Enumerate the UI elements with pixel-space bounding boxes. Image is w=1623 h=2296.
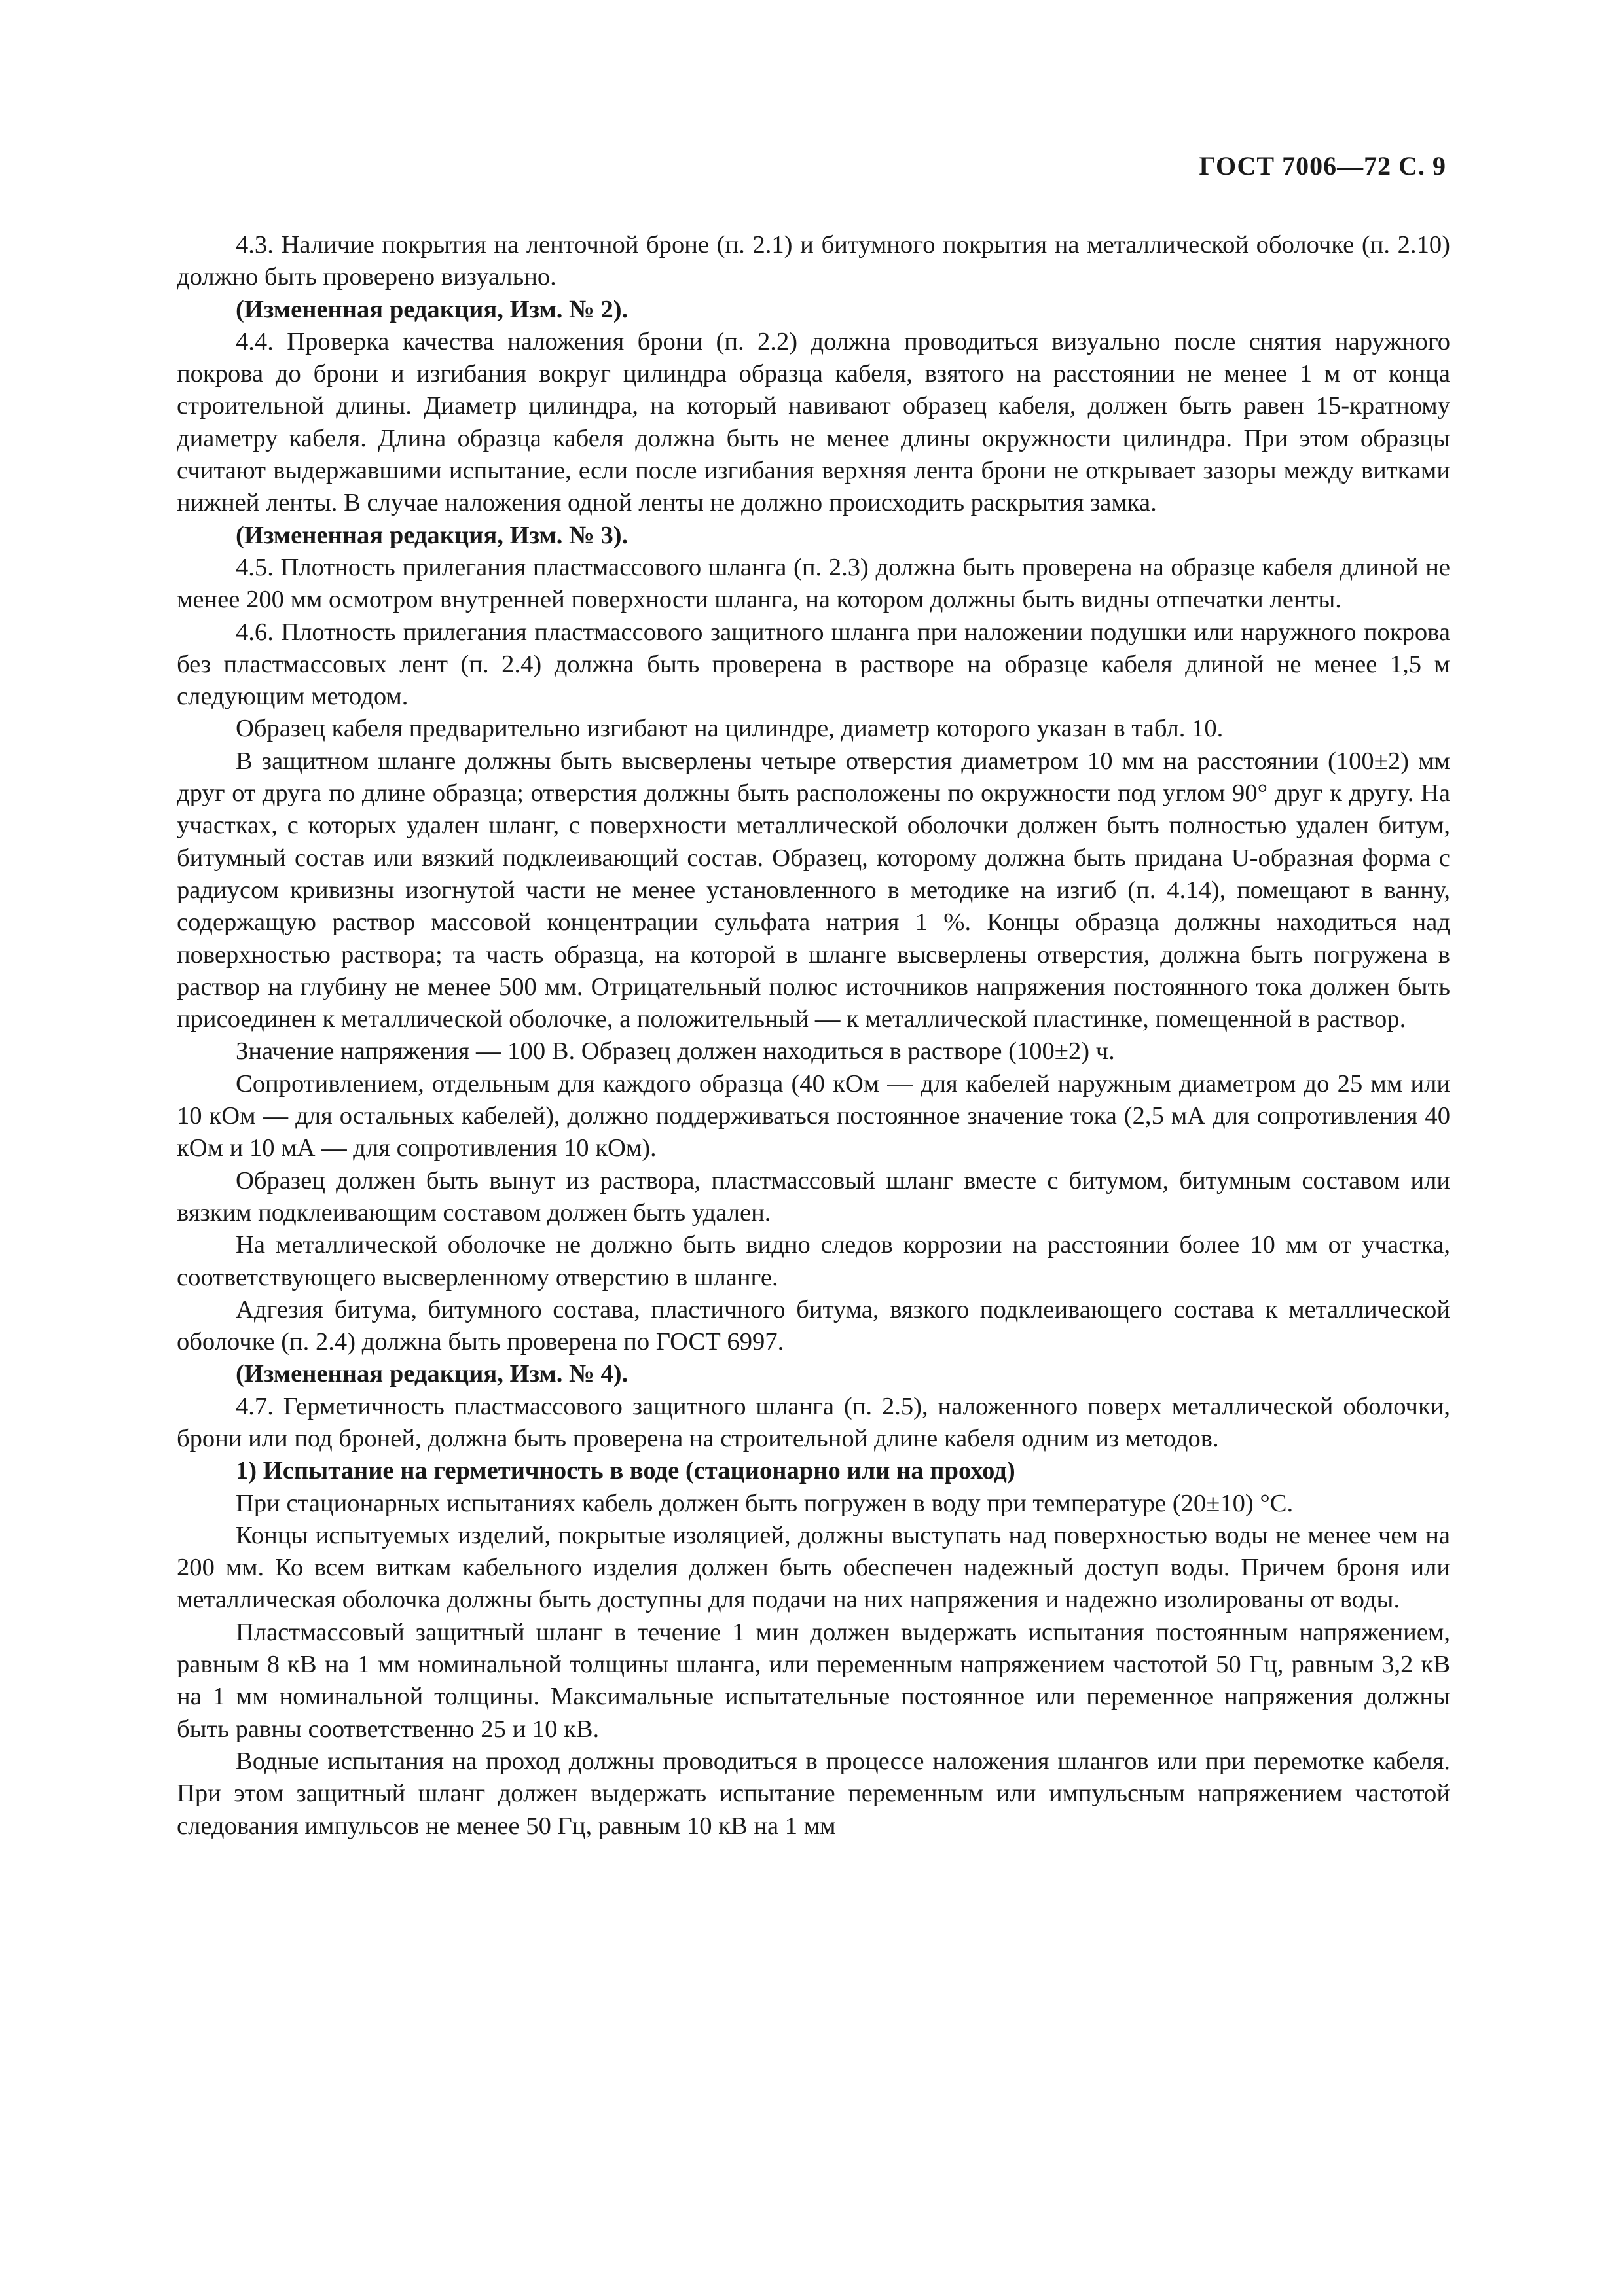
section-note: (Измененная редакция, Изм. № 2). <box>236 295 629 323</box>
paragraph: 4.5. Плотность прилегания пластмассового шланга (п. 2.3) должна быть проверена на образце кабеля длиной не менее 200 мм осмотром внутренней поверхности шланга, на котором должны быть видны отпечатки ленты. <box>177 553 1450 614</box>
section-note: (Измененная редакция, Изм. № 3). <box>236 521 629 549</box>
paragraph: Адгезия битума, битумного состава, пластичного битума, вязкого подклеивающего состава к металлической оболочке (п. 2.4) должна быть проверена по ГОСТ 6997. <box>177 1295 1450 1356</box>
paragraph: Водные испытания на проход должны проводиться в процессе наложения шлангов или при перемотке кабеля. При этом защитный шланг должен выдержать испытание переменным или импульсным напряжением частотой следования импульсов не менее 50 Гц, равным 10 кВ на 1 мм <box>177 1747 1450 1840</box>
paragraph: 4.7. Герметичность пластмассового защитного шланга (п. 2.5), наложенного поверх металлической оболочки, брони или под броней, должна быть проверена на строительной длине кабеля одним из методов. <box>177 1392 1450 1452</box>
section-note: (Измененная редакция, Изм. № 4). <box>236 1360 629 1388</box>
paragraph: Образец должен быть вынут из раствора, пластмассовый шланг вместе с битумом, битумным составом или вязким подклеивающим составом должен быть удален. <box>177 1166 1450 1227</box>
paragraph: 4.4. Проверка качества наложения брони (п. 2.2) должна проводиться визуально после снятия наружного покрова до брони и изгибания вокруг цилиндра образца кабеля, взятого на расстоянии не менее 1 м от конца строительной длины. Диаметр цилиндра, на который навивают образец кабеля, должен быть равен 15-кратному диаметру кабеля. Длина образца кабеля должна быть не менее длины окружности цилиндра. При этом образцы считают выдержавшими испытание, если после изгибания верхняя лента брони не открывает зазоры между витками нижней ленты. В случае наложения одной ленты не должно происходить раскрытия замка. <box>177 327 1450 517</box>
paragraph: Концы испытуемых изделий, покрытые изоляцией, должны выступать над поверхностью воды не менее чем на 200 мм. Ко всем виткам кабельного изделия должен быть обеспечен надежный доступ воды. Причем броня или металлическая оболочка должны быть доступны для подачи на них напряжения и надежно изолированы от воды. <box>177 1521 1450 1614</box>
document-body <box>177 229 1450 1842</box>
page-header: ГОСТ 7006—72 С. 9 <box>1199 151 1446 181</box>
paragraph: Пластмассовый защитный шланг в течение 1 мин должен выдержать испытания постоянным напряжением, равным 8 кВ на 1 мм номинальной толщины шланга, или переменным напряжением частотой 50 Гц, равным 3,2 кВ на 1 мм номинальной толщины. Максимальные испытательные постоянное или переменное напряжения должны быть равны соответственно 25 и 10 кВ. <box>177 1618 1450 1743</box>
paragraph: При стационарных испытаниях кабель должен быть погружен в воду при температуре (20±10) °С. <box>236 1489 1294 1517</box>
section-note: 1) Испытание на герметичность в воде (стационарно или на проход) <box>236 1457 1015 1485</box>
paragraph: В защитном шланге должны быть высверлены четыре отверстия диаметром 10 мм на расстоянии (100±2) мм друг от друга по длине образца; отверстия должны быть расположены по окружности под углом 90° друг к другу. На участках, с которых удален шланг, с поверхности металлической оболочки должен быть полностью удален битум, битумный состав или вязкий подклеивающий состав. Образец, которому должна быть придана U-образная форма с радиусом кривизны изогнутой части не менее установленного в методике на изгиб (п. 4.14), помещают в ванну, содержащую раствор массовой концентрации сульфата натрия 1 %. Концы образца должны находиться над поверхностью раствора; та часть образца, на которой в шланге высверлены отверстия, должна быть погружена в раствор на глубину не менее 500 мм. Отрицательный полюс источников напряжения постоянного тока должен быть присоединен к металлической оболочке, а положительный — к металлической пластинке, помещенной в раствор. <box>177 747 1450 1033</box>
paragraph: 4.6. Плотность прилегания пластмассового защитного шланга при наложении подушки или наружного покрова без пластмассовых лент (п. 2.4) должна быть проверена в растворе на образце кабеля длиной не менее 1,5 м следующим методом. <box>177 618 1450 711</box>
paragraph: Значение напряжения — 100 В. Образец должен находиться в растворе (100±2) ч. <box>236 1037 1115 1066</box>
paragraph: Образец кабеля предварительно изгибают на цилиндре, диаметр которого указан в табл. 10. <box>236 715 1224 743</box>
paragraph: 4.3. Наличие покрытия на ленточной броне (п. 2.1) и битумного покрытия на металлической оболочке (п. 2.10) должно быть проверено визуально. <box>177 231 1450 291</box>
paragraph: На металлической оболочке не должно быть видно следов коррозии на расстоянии более 10 мм от участка, соответствующего высверленному отверстию в шланге. <box>177 1231 1450 1291</box>
paragraph: Сопротивлением, отдельным для каждого образца (40 кОм — для кабелей наружным диаметром до 25 мм или 10 кОм — для остальных кабелей), должно поддерживаться постоянное значение тока (2,5 мА для сопротивления 40 кОм и 10 мА — для сопротивления 10 кОм). <box>177 1069 1450 1162</box>
